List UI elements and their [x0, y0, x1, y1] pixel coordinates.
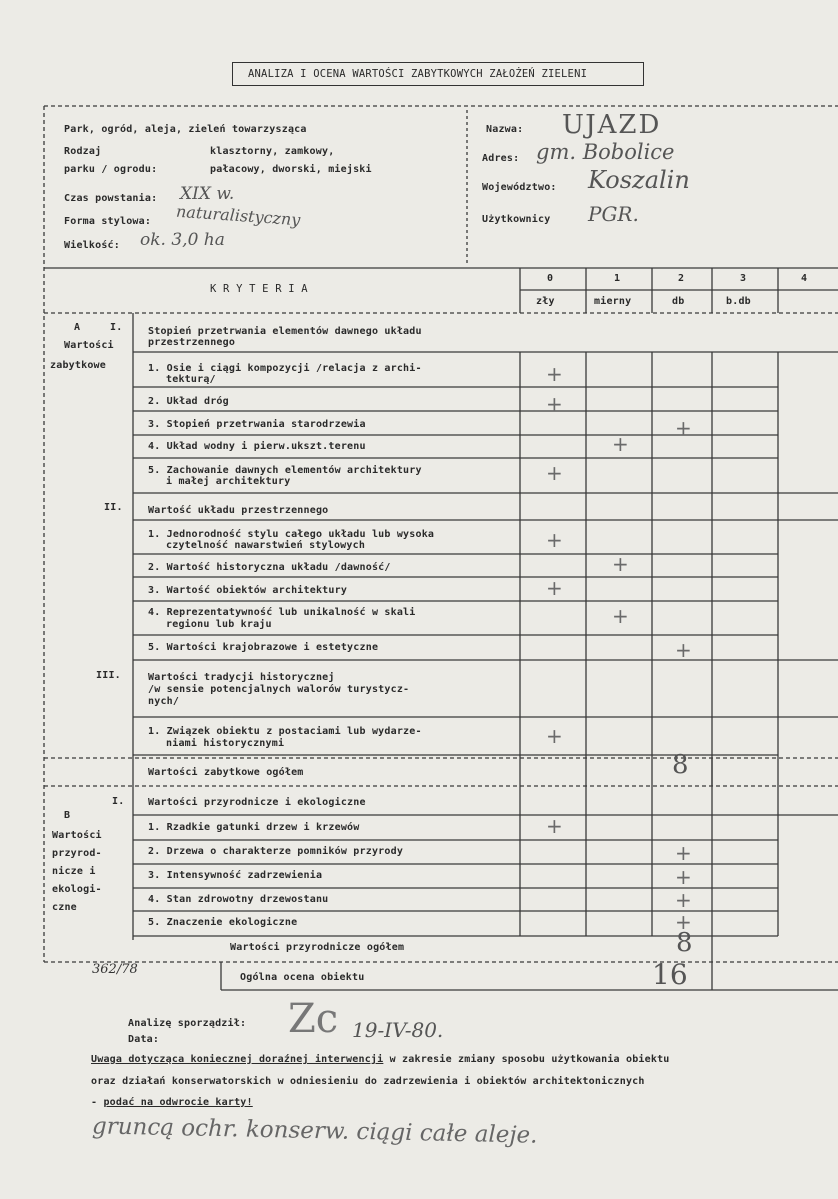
scale-label-2: db [672, 296, 685, 307]
forma-label: Forma stylowa: [64, 216, 152, 227]
score-mark-b1-5: + [675, 910, 692, 934]
item-a2-1-line-2: czytelność nawarstwień stylowych [166, 540, 366, 551]
czas-label: Czas powstania: [64, 193, 158, 204]
total-a-value: 8 [672, 750, 689, 780]
section-a-letter: A [74, 322, 81, 333]
score-mark-a2-1: + [546, 528, 563, 552]
total-b-label: Wartości przyrodnicze ogółem [230, 942, 405, 953]
total-a-label: Wartości zabytkowe ogółem [148, 767, 304, 778]
scale-label-3: b.db [726, 296, 751, 307]
group-b1-title: Wartości przyrodnicze i ekologiczne [148, 797, 366, 808]
section-a-group-3-num: III. [96, 670, 121, 681]
score-mark-b1-4: + [675, 888, 692, 912]
forma-value: naturalistyczny [175, 201, 301, 230]
signature: Zc [288, 996, 339, 1042]
item-a1-1-line-2: tekturą/ [166, 374, 216, 385]
score-mark-a2-5: + [675, 638, 692, 662]
rodzaj-label: Rodzaj [64, 146, 102, 157]
item-a2-3: 3. Wartość obiektów architektury [148, 585, 348, 596]
kryteria-header: K R Y T E R I A [210, 283, 308, 295]
score-mark-a2-3: + [546, 576, 563, 600]
overall-label: Ogólna ocena obiektu [240, 972, 365, 983]
item-a3-1-line-2: niami historycznymi [166, 738, 285, 749]
analiza-label: Analizę sporządził: [128, 1018, 247, 1029]
section-b-label-2: przyrod- [52, 848, 102, 859]
item-b1-1: 1. Rzadkie gatunki drzew i krzewów [148, 822, 360, 833]
item-a1-1-line-1: 1. Osie i ciągi kompozycji /relacja z archi- [148, 363, 422, 374]
item-a2-1-line-1: 1. Jednorodność stylu całego układu lub wysoka [148, 529, 435, 540]
scale-num-3: 3 [740, 273, 747, 284]
scale-num-2: 2 [678, 273, 685, 284]
wojewodztwo-label: Województwo: [482, 182, 557, 193]
note-dash: - [91, 1097, 104, 1108]
note-line-3 [91, 1097, 253, 1109]
uzytkownicy-label: Użytkownicy [482, 214, 551, 225]
section-b-group-1-num: I. [112, 796, 125, 807]
scale-label-0: zły [536, 296, 555, 307]
total-b-value: 8 [676, 928, 693, 958]
section-a-group-2-num: II. [104, 502, 123, 513]
data-label: Data: [128, 1034, 160, 1045]
wielkosc-value: ok. 3,0 ha [140, 230, 225, 250]
group-a1-title-1: Stopień przetrwania elementów dawnego układu [148, 326, 422, 337]
score-mark-a1-3: + [675, 416, 692, 440]
parku-label: parku / ogrodu: [64, 164, 158, 175]
item-a1-3: 3. Stopień przetrwania starodrzewia [148, 419, 366, 430]
section-a-group-1-num: I. [110, 322, 123, 333]
group-a3-title-3: nych/ [148, 696, 180, 707]
note-instruction: podać na odwrocie karty! [103, 1097, 253, 1108]
note-underlined: Uwaga dotycząca koniecznej doraźnej interwencji [91, 1054, 384, 1065]
item-b1-5: 5. Znaczenie ekologiczne [148, 917, 298, 928]
section-a-label-2: zabytkowe [50, 360, 106, 371]
object-type-line: Park, ogród, aleja, zieleń towarzysząca [64, 124, 307, 135]
wielkosc-label: Wielkość: [64, 240, 120, 251]
adres-label: Adres: [482, 153, 520, 164]
item-a3-1-line-1: 1. Związek obiektu z postaciami lub wydarze- [148, 726, 422, 737]
kinds-line-2: pałacowy, dworski, miejski [210, 164, 372, 175]
nazwa-value: UJAZD [562, 110, 662, 140]
scale-num-4: 4 [801, 273, 808, 284]
score-mark-a2-4: + [612, 604, 629, 628]
uzytkownicy-value: PGR. [588, 202, 639, 226]
item-a2-5: 5. Wartości krajobrazowe i estetyczne [148, 642, 379, 653]
overall-value: 16 [652, 958, 688, 991]
group-a3-title-1: Wartości tradycji historycznej [148, 672, 335, 683]
adres-value: gm. Bobolice [536, 140, 675, 164]
score-mark-b1-1: + [546, 814, 563, 838]
scale-num-1: 1 [614, 273, 621, 284]
item-b1-3: 3. Intensywność zadrzewienia [148, 870, 323, 881]
score-mark-a1-4: + [612, 432, 629, 456]
item-a2-4-line-2: regionu lub kraju [166, 619, 272, 630]
item-b1-4: 4. Stan zdrowotny drzewostanu [148, 894, 329, 905]
score-mark-a2-2: + [612, 552, 629, 576]
group-a2-title: Wartość układu przestrzennego [148, 505, 329, 516]
form-title: ANALIZA I OCENA WARTOŚCI ZABYTKOWYCH ZAŁOŻEŃ ZIELENI [248, 68, 588, 80]
ref-number: 362/78 [92, 962, 138, 977]
group-a1-title-2: przestrzennego [148, 337, 236, 348]
score-mark-a1-2: + [546, 392, 563, 416]
section-a-label-1: Wartości [64, 340, 114, 351]
section-b-label-3: nicze i [52, 866, 96, 877]
nazwa-label: Nazwa: [486, 124, 524, 135]
section-b-label-4: ekologi- [52, 884, 102, 895]
date-value: 19-IV-80. [352, 1018, 444, 1042]
score-mark-a3-1: + [546, 724, 563, 748]
item-a1-2: 2. Układ dróg [148, 396, 229, 407]
czas-value: XIX w. [180, 184, 235, 204]
section-b-label-5: czne [52, 902, 77, 913]
item-a1-5-line-2: i małej architektury [166, 476, 291, 487]
item-a1-4: 4. Układ wodny i pierw.ukszt.terenu [148, 441, 366, 452]
note-line-2: oraz działań konserwatorskich w odniesieniu do zadrzewienia i obiektów architektonicznych [91, 1076, 645, 1087]
handwritten-note: gruncą ochr. konserw. ciągi całe aleje. [91, 1113, 538, 1149]
item-a2-4-line-1: 4. Reprezentatywność lub unikalność w skali [148, 607, 416, 618]
section-b-letter: B [64, 810, 71, 821]
item-b1-2: 2. Drzewa o charakterze pomników przyrody [148, 846, 404, 857]
wojewodztwo-value: Koszalin [588, 166, 690, 194]
kinds-line-1: klasztorny, zamkowy, [210, 146, 335, 157]
score-mark-b1-2: + [675, 841, 692, 865]
score-mark-a1-1: + [546, 362, 563, 386]
item-a1-5-line-1: 5. Zachowanie dawnych elementów architektury [148, 465, 422, 476]
item-a2-2: 2. Wartość historyczna układu /dawność/ [148, 562, 391, 573]
score-mark-b1-3: + [675, 865, 692, 889]
section-b-label-1: Wartości [52, 830, 102, 841]
scale-num-0: 0 [547, 273, 554, 284]
scale-label-1: mierny [594, 296, 632, 307]
score-mark-a1-5: + [546, 461, 563, 485]
group-a3-title-2: /w sensie potencjalnych walorów turystycz- [148, 684, 410, 695]
note-rest: w zakresie zmiany sposobu użytkowania obiektu [383, 1054, 670, 1065]
note-line-1 [91, 1054, 670, 1066]
